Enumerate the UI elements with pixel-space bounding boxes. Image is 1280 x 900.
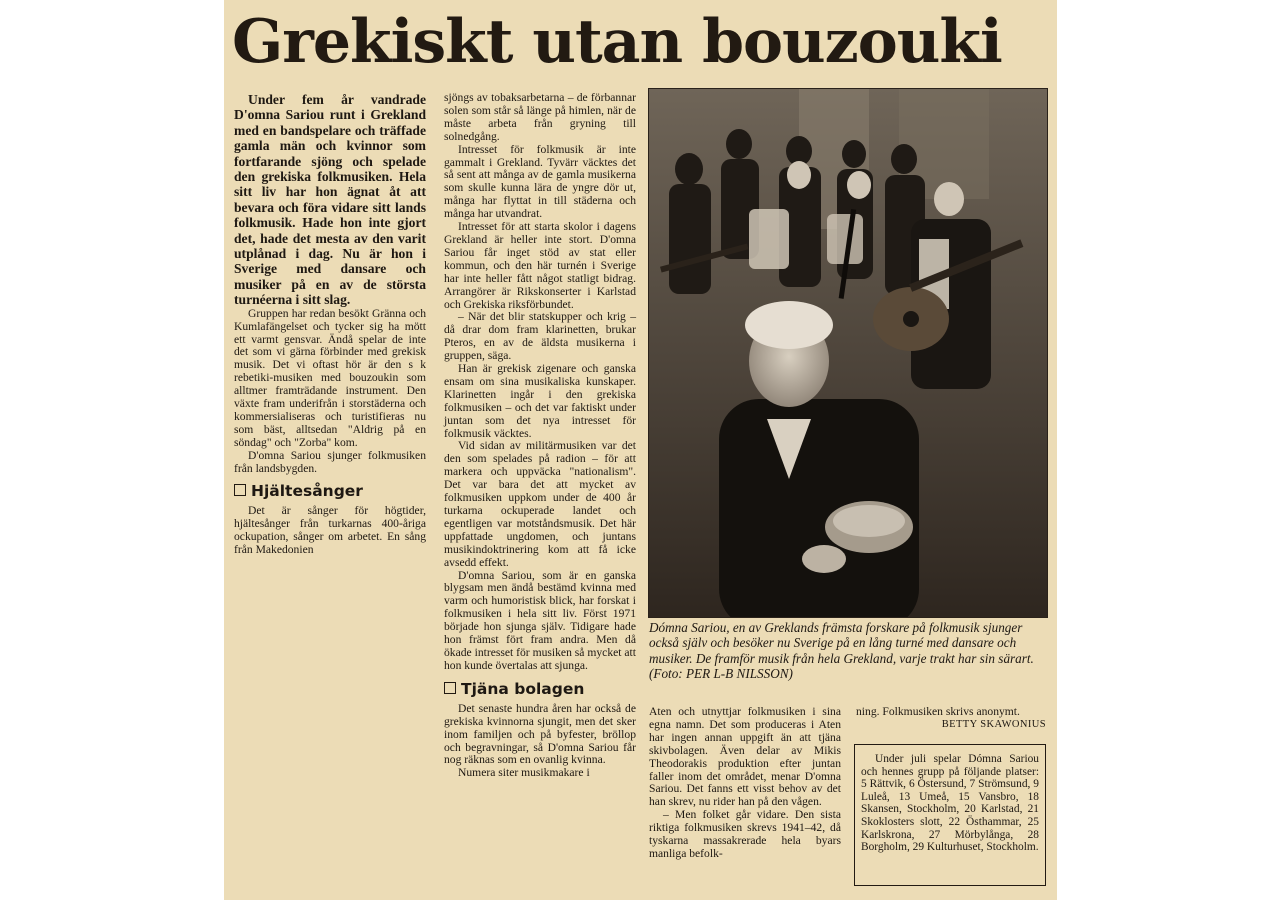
news-photo — [648, 88, 1048, 618]
paragraph: Numera siter musikmakare i — [458, 766, 590, 780]
headline: Grekiskt utan bouzouki — [232, 7, 1002, 77]
paragraph: Vid sidan av militärmusiken var det den som spelades på radion – för att markera och uppväcka "nationalism". Det var bara det att mycket av folkmusiken uppkom under de 400 år turkarna ockuperade landet och egentligen var motståndsmusik. Det här uppfattade ungdomen, och juntans musikindoktrinering kom att få icke avsedd effekt. — [444, 439, 636, 569]
paragraph: Det är sånger för högtider, hjältesånger från turkarnas 400-åriga ockupation, sånger om arbetet. En sång från Makedonien — [234, 504, 426, 557]
square-bullet-icon — [234, 484, 246, 496]
paragraph: ning. Folkmusiken skrivs anonymt. — [856, 705, 1020, 718]
column-2 — [444, 92, 636, 780]
square-bullet-icon — [444, 682, 456, 694]
photo-caption: Dómna Sariou, en av Greklands främsta forskare på folkmusik sjunger också själv och besöker nu Sverige på en lång turné med dansare och musiker. De framför musik från hela Grekland, varje trakt har sin särart. (Foto: PER L-B NILSSON) — [649, 620, 1034, 682]
paragraph: Han är grekisk zigenare och ganska ensam om sina musikaliska kunskaper. Klarinetten ingår i den grekiska folkmusiken – och det var faktiskt under juntan som det nya intresset för folkmusik väcktes. — [444, 362, 636, 440]
byline-signature: BETTY SKAWONIUS — [941, 718, 1046, 730]
subheading-hjaltesanger — [234, 481, 426, 501]
paragraph: sjöngs av tobaksarbetarna – de förbannar solen som står så länge på himlen, när de måste arbeta från gryning till solnedgång. — [444, 91, 636, 143]
subheading-tjana-bolagen — [444, 679, 636, 699]
paragraph: Det senaste hundra åren har också de grekiska kvinnorna sjungit, men det sker inom familjen och på byfester, bröllop och begravningar, så D'omna Sariou får nog räknas som en ovanlig kvinna. — [444, 701, 636, 767]
paragraph: D'omna Sariou sjunger folkmusiken från landsbygden. — [234, 448, 426, 475]
column-1 — [234, 92, 426, 557]
paragraph: Gruppen har redan besökt Gränna och Kumlafängelset och tycker sig ha mött ett varmt gensvar. Ändå spelar de inte det som vi gärna förbinder med grekisk musik. Det vi oftast hör är den s k rebetiki-musiken med bouzoukin som alltmer framträdande instrument. Den växte fram underifrån i storstäderna och kommersialiseras och turistifieras nu som bäst, alltsedan "Aldrig på en söndag" och "Zorba" kom. — [234, 306, 426, 449]
subheading-text: Hjältesånger — [251, 482, 363, 501]
tour-dates-box — [854, 744, 1046, 886]
newspaper-clipping — [224, 0, 1057, 900]
column-3 — [649, 706, 841, 861]
paragraph: Intresset för att starta skolor i dagens Grekland är heller inte stort. D'omna Sariou får inget stöd av stat eller kommun, och den här turnén i Sverige har inte heller fått något statligt bidrag. Arrangörer är Rikskonserter i Karlstad och Grekiska riksförbundet. — [444, 220, 636, 311]
paragraph: Intresset för folkmusik är inte gammalt i Grekland. Tyvärr väcktes det så sent att många av de gamla musikerna som skulle kunna lära de yngre dör ut, många har flyttat in till städerna och många har utvandrat. — [444, 142, 636, 221]
lead-paragraph: Under fem år vandrade D'omna Sariou runt i Grekland med en bandspelare och träffade gamla män och kvinnor som fortfarande sjöng och spelade den grekiska folkmusiken. Hela sitt liv har hon ägnat åt att bevara och föra vidare sitt lands folkmusik. Hade hon inte gjort det, hade det mesta av den varit utplånad i dag. Nu är hon i Sverige med dansare och musiker på en av de största turnéerna i sitt slag. — [234, 92, 426, 308]
paragraph: – När det blir statskupper och krig – då drar dom fram klarinetten, brukar Pteros, en av de äldsta musikerna i gruppen, säga. — [444, 310, 636, 363]
column-4 — [856, 706, 1046, 732]
tour-dates-text: Under juli spelar Dómna Sariou och hennes grupp på följande platser: 5 Rättvik, 6 Östersund, 7 Strömsund, 9 Luleå, 13 Umeå, 15 Vansbro, 18 Skansen, Stockholm, 20 Karlstad, 21 Skoklosters slott, 22 Östhammar, 25 Karlskrona, 27 Mörbylånga, 28 Borgholm, 29 Kulturhuset, Stockholm. — [861, 753, 1039, 854]
subheading-text: Tjäna bolagen — [461, 679, 585, 698]
group-photo-illustration — [649, 89, 1047, 617]
paragraph: Aten och utnyttjar folkmusiken i sina egna namn. Det som produceras i Aten har ingen annan uppgift än att tjäna skivbolagen. Även delar av Mikis Theodorakis produktion efter juntan faller inom det området, menar D'omna Sariou. Det fanns ett visst behov av det han skrev, nu rider han på den vågen. — [649, 705, 841, 809]
paragraph: – Men folket går vidare. Den sista riktiga folkmusiken skrevs 1941–42, då tyskarna massakrerade hela byars manliga befolk- — [649, 808, 841, 860]
paragraph: D'omna Sariou, som är en ganska blygsam men ändå bestämd kvinna med varm och humoristisk blick, har forskat i folkmusiken i hela sitt liv. Först 1971 började hon sjunga själv. Tidigare hade hon främst fört fram andra. Men då ökade intresset för musiken så mycket att hon kunde övertalas att sjunga. — [444, 568, 636, 672]
